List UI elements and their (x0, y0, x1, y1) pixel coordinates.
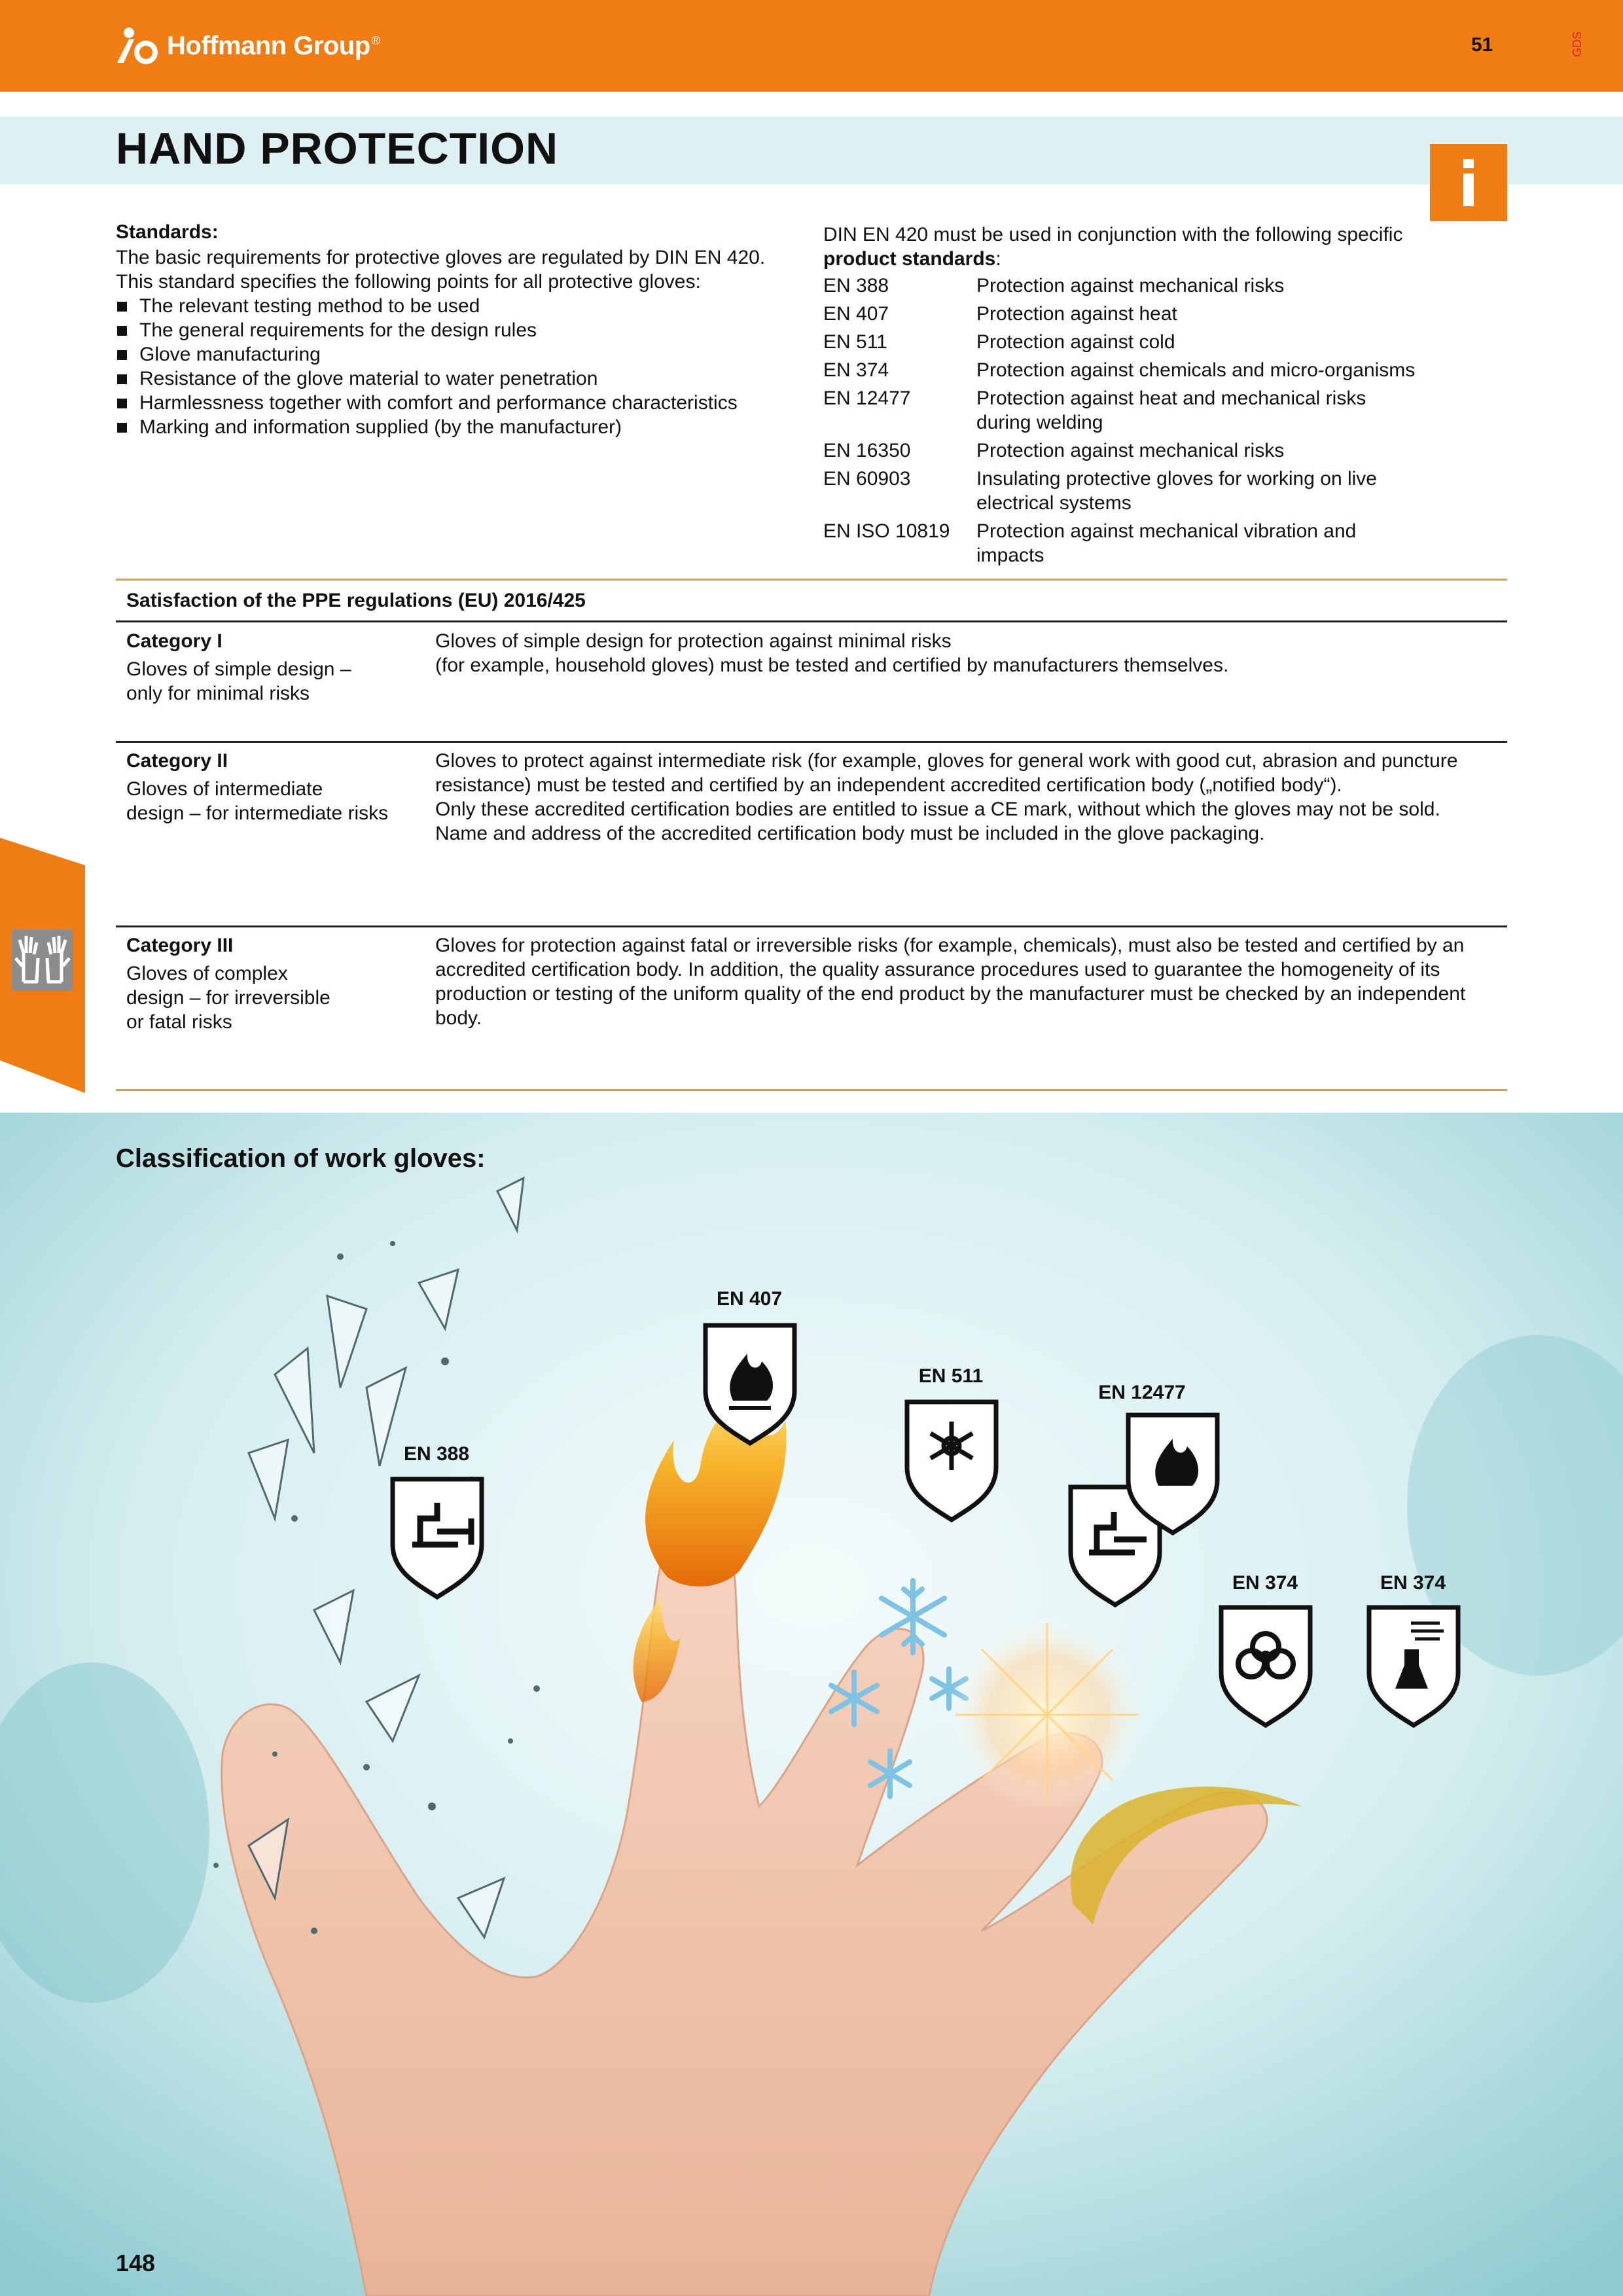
page-number-bottom: 148 (116, 2250, 156, 2276)
pictogram-label: EN 12477 (1098, 1382, 1186, 1403)
brand-name: Hoffmann Group (167, 31, 370, 60)
table-row (823, 386, 1421, 439)
standard-code: EN ISO 10819 (823, 520, 950, 542)
page-number-top: 51 (1471, 34, 1493, 56)
product-standards-bold: product standards (823, 248, 996, 270)
standard-desc: Protection against heat (976, 303, 1177, 325)
divider (116, 579, 1507, 581)
category-name: Category II (126, 750, 228, 772)
category-text-line: Name and address of the accredited certification body must be included in the glove packaging. (435, 823, 1265, 844)
category-label (126, 933, 408, 1034)
product-standards-section (823, 223, 1507, 571)
registered-mark-icon: ® (371, 33, 380, 47)
category-name: Category I (126, 630, 223, 652)
list-item: Harmlessness together with comfort and performance characteristics (116, 391, 796, 415)
table-row (823, 467, 1421, 519)
category-desc: Gloves of intermediate (126, 778, 323, 800)
standards-section (116, 220, 796, 439)
pictogram-label: EN 407 (716, 1288, 783, 1310)
table-row (823, 519, 1421, 571)
category-text-line: resistance) must be tested and certified by an independent accredited certification body („notified body“). (435, 774, 1342, 796)
standard-code: EN 511 (823, 331, 887, 353)
standards-line: The basic requirements for protective gloves are regulated by DIN EN 420. (116, 247, 766, 268)
category-text (435, 749, 1508, 846)
logo-mark-icon (115, 26, 160, 65)
category-label (126, 629, 408, 706)
standard-code: EN 374 (823, 359, 889, 381)
standard-desc: Protection against cold (976, 331, 1175, 353)
section-tab[interactable] (0, 838, 85, 1093)
ppe-heading: Satisfaction of the PPE regulations (EU) 2016/425 (126, 590, 586, 611)
category-text-line: Gloves of simple design for protection against minimal risks (435, 630, 952, 652)
category-label (126, 749, 408, 825)
standard-desc: Protection against mechanical risks (976, 275, 1285, 296)
table-row (823, 358, 1421, 386)
category-desc: only for minimal risks (126, 683, 310, 704)
table-row (823, 302, 1421, 330)
standard-code: EN 60903 (823, 468, 911, 490)
category-desc: design – for irreversible (126, 987, 330, 1009)
list-item: Resistance of the glove material to water penetration (116, 367, 796, 391)
divider (116, 1089, 1507, 1091)
category-text-line: Gloves to protect against intermediate risk (for example, gloves for general work with good cut, abrasion and puncture (435, 750, 1458, 772)
pictogram-label: EN 374 (1232, 1572, 1298, 1594)
product-standards-intro: DIN EN 420 must be used in conjunction with the following specific (823, 224, 1403, 245)
standard-code: EN 16350 (823, 440, 911, 461)
standard-code: EN 388 (823, 275, 889, 296)
category-desc: or fatal risks (126, 1011, 232, 1033)
standard-code: EN 407 (823, 303, 889, 325)
product-standards-table (823, 274, 1421, 571)
info-icon (1430, 144, 1507, 221)
brand-logo[interactable] (115, 25, 380, 67)
standards-heading: Standards: (116, 221, 219, 243)
divider (116, 620, 1507, 622)
category-desc: design – for intermediate risks (126, 802, 389, 824)
category-text-line: production or testing of the uniform quality of the end product by the manufacturer must be checked by an independent body. (435, 983, 1466, 1029)
list-item: Glove manufacturing (116, 342, 796, 367)
category-text-line: Gloves for protection against fatal or irreversible risks (for example, chemicals), must also be tested and certified by an (435, 935, 1465, 956)
standard-desc: Protection against mechanical vibration and impacts (976, 520, 1357, 566)
category-text-line: (for example, household gloves) must be tested and certified by manufacturers themselves. (435, 655, 1229, 676)
page-title: HAND PROTECTION (116, 124, 559, 173)
pictogram-label: EN 374 (1380, 1572, 1446, 1594)
product-standards-colon: : (995, 248, 1001, 270)
standard-desc: Insulating protective gloves for working on live electrical systems (976, 468, 1377, 514)
standard-desc: Protection against mechanical risks (976, 440, 1285, 461)
category-name: Category III (126, 935, 234, 956)
classification-heading: Classification of work gloves: (116, 1144, 486, 1173)
standard-desc: Protection against chemicals and micro-organisms (976, 359, 1416, 381)
list-item: The general requirements for the design rules (116, 318, 796, 342)
side-code: GDS (1571, 31, 1584, 58)
list-item: Marking and information supplied (by the manufacturer) (116, 415, 796, 439)
table-row (823, 330, 1421, 358)
category-text-line: accredited certification body. In addition, the quality assurance procedures used to guarantee the homogeneity of its (435, 959, 1440, 980)
list-item: The relevant testing method to be used (116, 294, 796, 318)
table-row (823, 274, 1421, 302)
table-row (823, 439, 1421, 467)
pictogram-label: EN 511 (918, 1365, 984, 1387)
divider (116, 741, 1507, 743)
category-desc: Gloves of complex (126, 963, 288, 984)
standards-list (116, 294, 796, 439)
category-text-line: Only these accredited certification bodies are entitled to issue a CE mark, without which the gloves may not be sold. (435, 798, 1440, 820)
pictogram-label: EN 388 (403, 1443, 470, 1465)
category-text (435, 629, 1508, 677)
divider (116, 925, 1507, 927)
category-text (435, 933, 1508, 1030)
standard-code: EN 12477 (823, 387, 911, 409)
category-desc: Gloves of simple design – (126, 658, 351, 680)
standard-desc: Protection against heat and mechanical risks during welding (976, 387, 1366, 433)
standards-line: This standard specifies the following points for all protective gloves: (116, 271, 701, 293)
